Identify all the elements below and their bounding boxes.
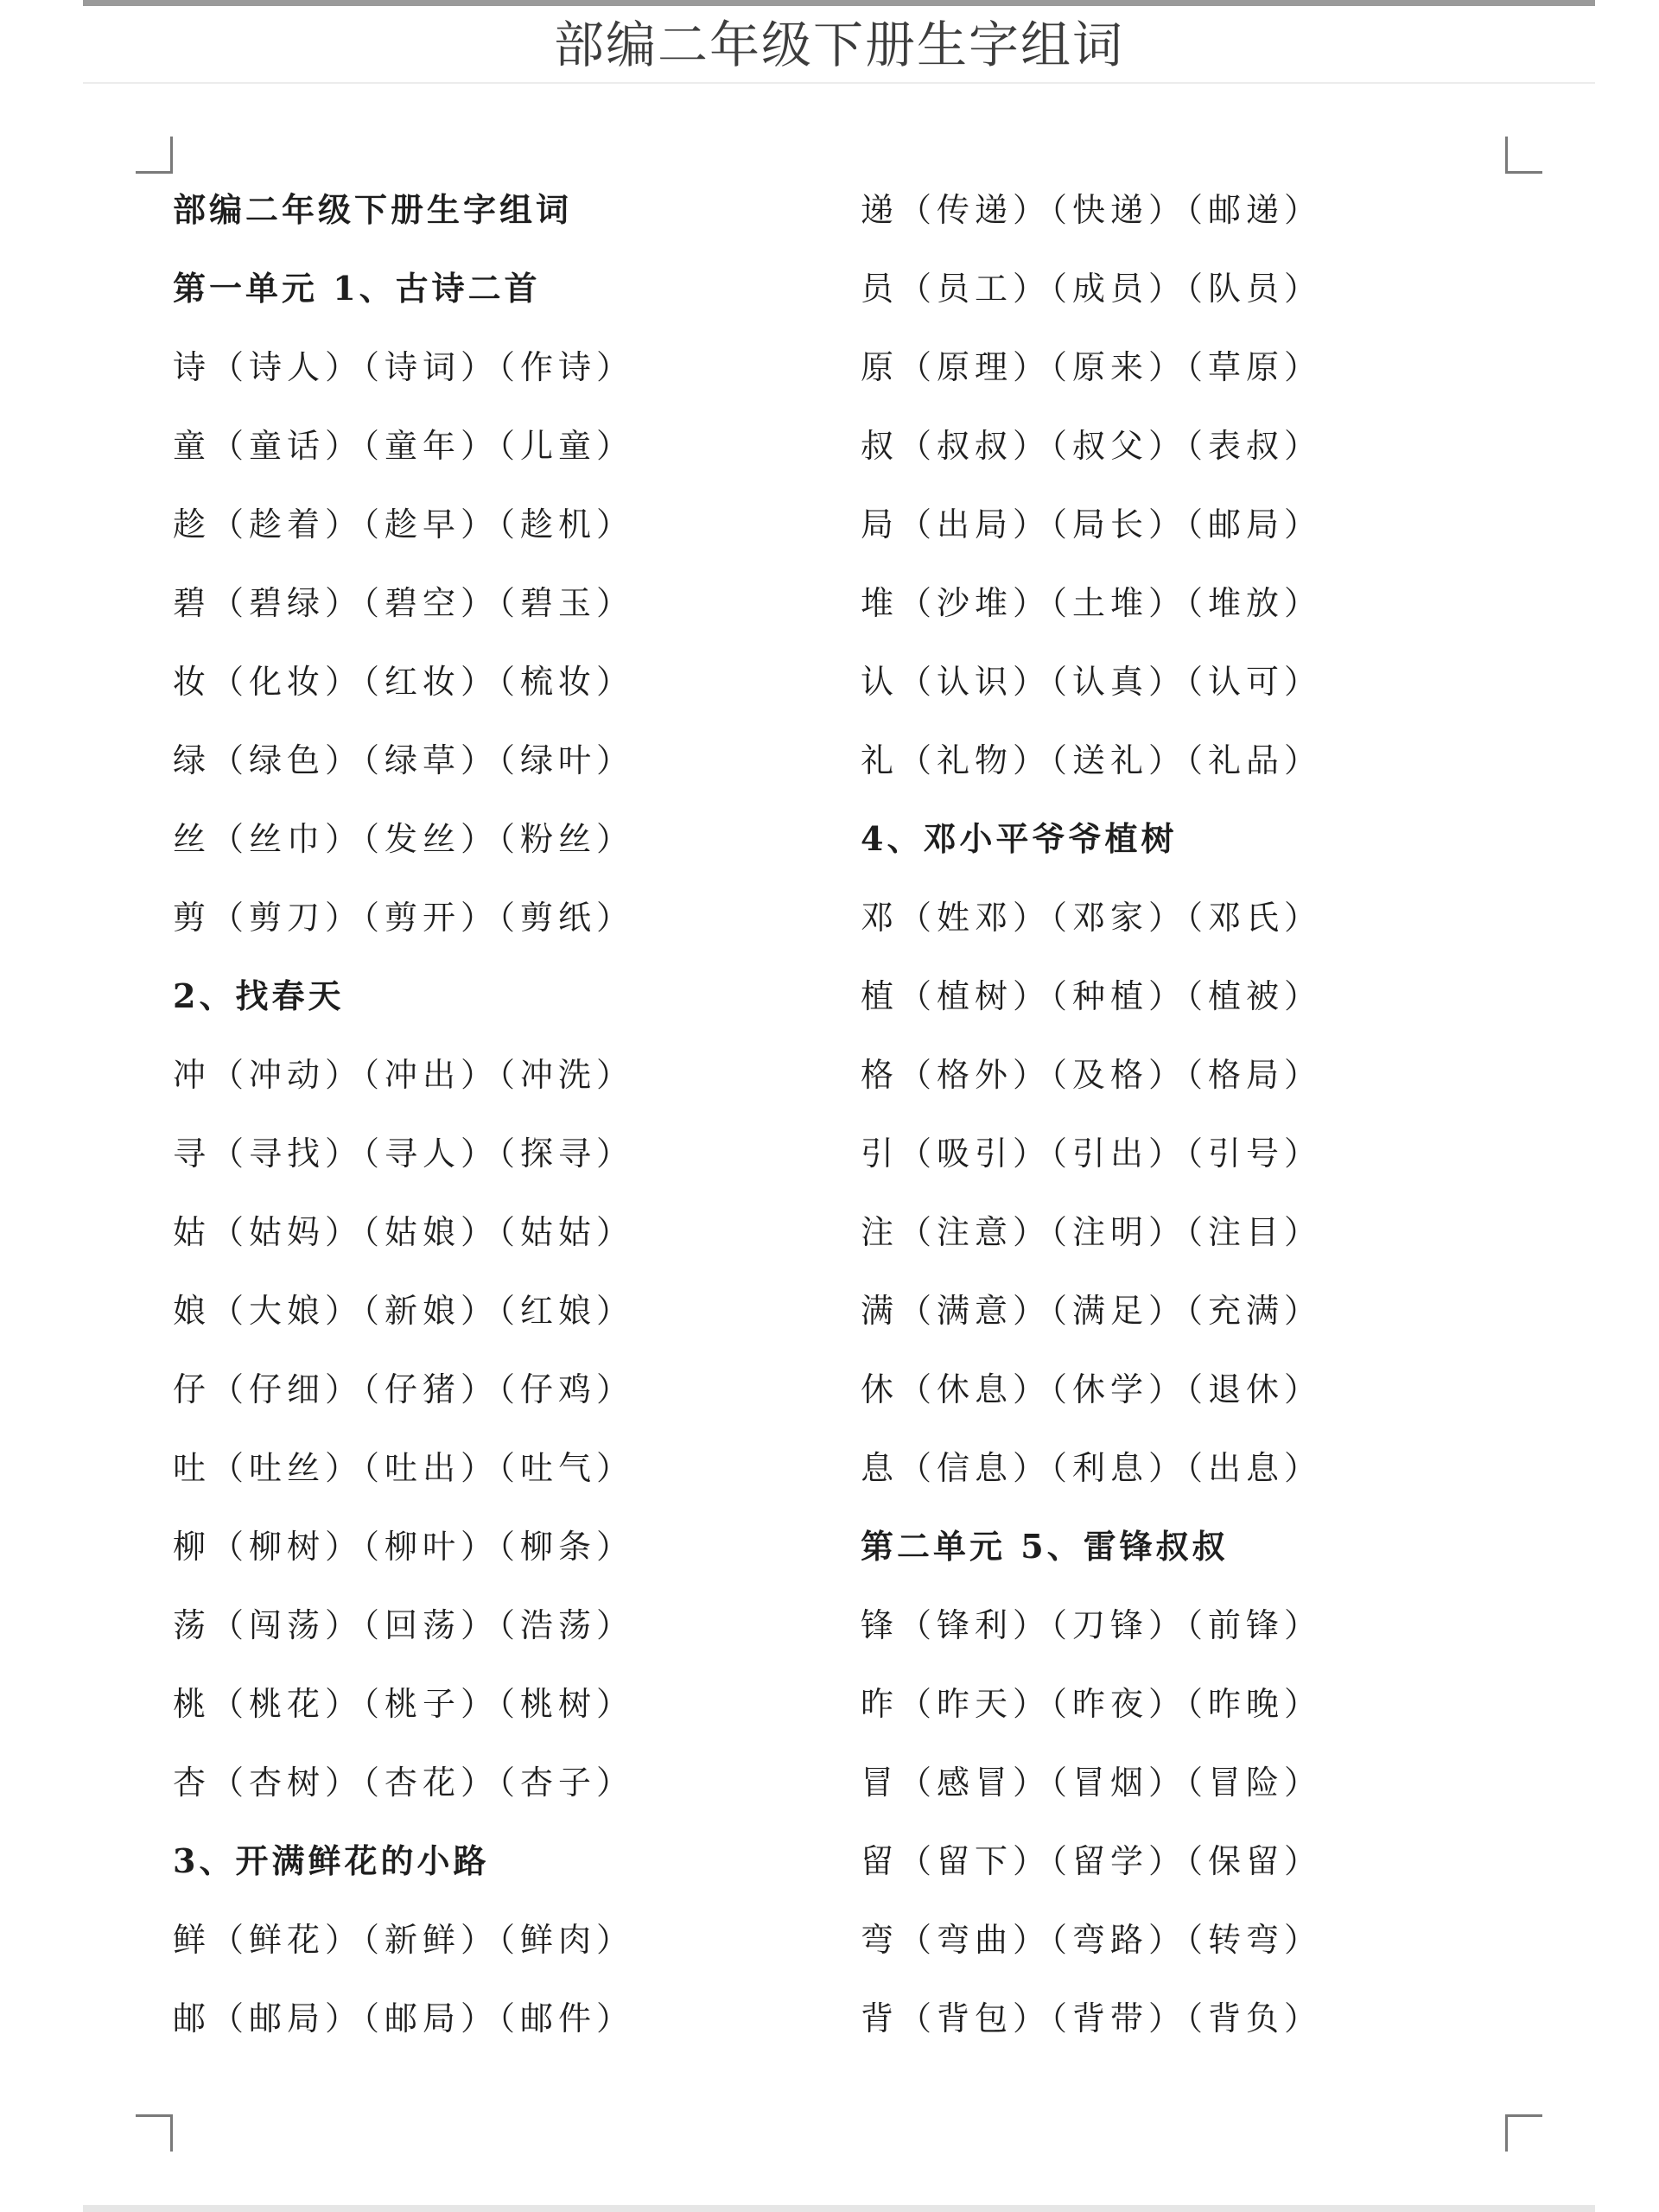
word-entry: 邮（邮局）（邮局）（邮件）: [173, 1999, 635, 2037]
word-entry: 叔（叔叔）（叔父）（表叔）: [861, 427, 1323, 465]
word-entry: 碧（碧绿）（碧空）（碧玉）: [173, 584, 635, 622]
word-entry: 姑（姑妈）（姑娘）（姑姑）: [173, 1213, 635, 1251]
word-entry: 桃（桃花）（桃子）（桃树）: [173, 1685, 635, 1723]
section-heading: 3、开满鲜花的小路: [173, 1841, 490, 1880]
word-entry: 柳（柳树）（柳叶）（柳条）: [173, 1528, 635, 1566]
word-entry: 局（出局）（局长）（邮局）: [861, 505, 1323, 543]
word-entry: 息（信息）（利息）（出息）: [861, 1449, 1323, 1487]
right-column: [861, 183, 1517, 2070]
word-entry: 格（格外）（及格）（格局）: [861, 1056, 1323, 1094]
bottom-border: [83, 2205, 1595, 2212]
word-entry: 昨（昨天）（昨夜）（昨晚）: [861, 1685, 1323, 1723]
section-heading: 第二单元 5、雷锋叔叔: [861, 1527, 1229, 1566]
top-border: [83, 0, 1595, 6]
word-entry: 满（满意）（满足）（充满）: [861, 1292, 1323, 1330]
word-entry: 递（传递）（快递）（邮递）: [861, 191, 1323, 229]
word-entry: 弯（弯曲）（弯路）（转弯）: [861, 1921, 1323, 1959]
margin-corner-top-left: [136, 137, 173, 174]
word-entry: 吐（吐丝）（吐出）（吐气）: [173, 1449, 635, 1487]
word-entry: 荡（闯荡）（回荡）（浩荡）: [173, 1606, 635, 1644]
word-entry: 背（背包）（背带）（背负）: [861, 1999, 1323, 2037]
word-entry: 剪（剪刀）（剪开）（剪纸）: [173, 899, 635, 937]
section-heading: 4、邓小平爷爷植树: [861, 819, 1178, 858]
word-entry: 休（休息）（休学）（退休）: [861, 1370, 1323, 1408]
word-entry: 杏（杏树）（杏花）（杏子）: [173, 1764, 635, 1802]
word-entry: 认（认识）（认真）（认可）: [861, 663, 1323, 701]
word-entry: 童（童话）（童年）（儿童）: [173, 427, 635, 465]
section-heading: 部编二年级下册生字组词: [173, 190, 573, 229]
word-entry: 礼（礼物）（送礼）（礼品）: [861, 741, 1323, 779]
word-entry: 寻（寻找）（寻人）（探寻）: [173, 1135, 635, 1173]
word-entry: 原（原理）（原来）（草原）: [861, 348, 1323, 386]
word-entry: 娘（大娘）（新娘）（红娘）: [173, 1292, 635, 1330]
word-entry: 邓（姓邓）（邓家）（邓氏）: [861, 899, 1323, 937]
word-entry: 留（留下）（留学）（保留）: [861, 1842, 1323, 1880]
word-entry: 堆（沙堆）（土堆）（堆放）: [861, 584, 1323, 622]
word-entry: 冒（感冒）（冒烟）（冒险）: [861, 1764, 1323, 1802]
margin-corner-bottom-right: [1505, 2114, 1542, 2152]
margin-corner-top-right: [1505, 137, 1542, 174]
word-entry: 丝（丝巾）（发丝）（粉丝）: [173, 820, 635, 858]
margin-corner-bottom-left: [136, 2114, 173, 2152]
word-entry: 鲜（鲜花）（新鲜）（鲜肉）: [173, 1921, 635, 1959]
word-entry: 仔（仔细）（仔猪）（仔鸡）: [173, 1370, 635, 1408]
word-entry: 植（植树）（种植）（植被）: [861, 977, 1323, 1015]
word-entry: 绿（绿色）（绿草）（绿叶）: [173, 741, 635, 779]
section-heading: 2、找春天: [173, 976, 345, 1015]
left-column: [173, 183, 830, 2070]
document-header: [83, 6, 1595, 84]
word-entry: 锋（锋利）（刀锋）（前锋）: [861, 1606, 1323, 1644]
word-entry: 趁（趁着）（趁早）（趁机）: [173, 505, 635, 543]
section-heading: 第一单元 1、古诗二首: [173, 269, 541, 308]
word-entry: 妆（化妆）（红妆）（梳妆）: [173, 663, 635, 701]
word-entry: 员（员工）（成员）（队员）: [861, 270, 1323, 308]
word-entry: 注（注意）（注明）（注目）: [861, 1213, 1323, 1251]
word-entry: 引（吸引）（引出）（引号）: [861, 1135, 1323, 1173]
word-entry: 冲（冲动）（冲出）（冲洗）: [173, 1056, 635, 1094]
page-title: 部编二年级下册生字组词: [553, 16, 1124, 74]
word-entry: 诗（诗人）（诗词）（作诗）: [173, 348, 635, 386]
